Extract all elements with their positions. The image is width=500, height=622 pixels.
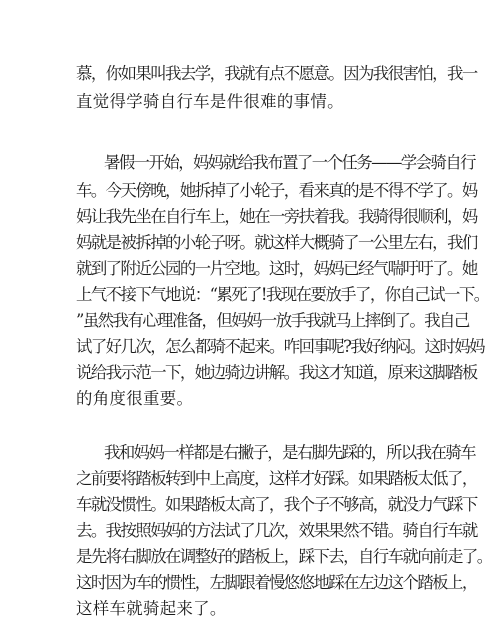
text-line: 慕，你如果叫我去学，我就有点不愿意。因为我很害怕，我一 (76, 64, 477, 83)
text-line: 妈让我先坐在自行车上，她在一旁扶着我。我骑得很顺利，妈 (76, 207, 477, 226)
text-line: ”虽然我有心理准备，但妈妈一放手我就马上摔倒了。我自己 (76, 311, 469, 330)
text-line: 车就没惯性。如果踏板太高了，我个子不够高，就没力气踩下 (76, 495, 477, 514)
paragraph-first-line: 暑假一开始，妈妈就给我布置了一个任务——学会骑自行 (104, 153, 476, 172)
text-line: 的角度很重要。 (76, 389, 194, 408)
text-line: 妈就是被拆掉的小轮子呀。就这样大概骑了一公里左右，我们 (76, 233, 477, 252)
text-line: 之前要将踏板转到中上高度，这样才好踩。如果踏板太低了， (76, 469, 477, 488)
text-line: 说给我示范一下，她边骑边讲解。我这才知道，原来这脚踏板 (76, 363, 477, 382)
text-line: 就到了附近公园的一片空地。这时，妈妈已经气喘吁吁了。她 (76, 259, 477, 278)
paragraph-first-line: 我和妈妈一样都是右撇子，是右脚先踩的，所以我在骑车 (104, 443, 476, 462)
text-line: 这时因为车的惯性，左脚跟着慢悠悠地踩在左边这个踏板上， (76, 573, 477, 592)
text-line: 是先将右脚放在调整好的踏板上，踩下去，自行车就向前走了。 (76, 547, 492, 566)
text-line: 这样车就骑起来了。 (76, 599, 227, 618)
text-line: 直觉得学骑自行车是件很难的事情。 (76, 92, 344, 111)
text-line: 上气不接下气地说：“累死了!我现在要放手了，你自己试一下。 (76, 285, 489, 304)
text-line: 试了好几次，怎么都骑不起来。咋回事呢?我好纳闷。这时妈妈 (76, 337, 484, 356)
text-line: 车。今天傍晚，她拆掉了小轮子，看来真的是不得不学了。妈 (76, 181, 477, 200)
text-line: 去。我按照妈妈的方法试了几次，效果果然不错。骑自行车就 (76, 521, 477, 540)
